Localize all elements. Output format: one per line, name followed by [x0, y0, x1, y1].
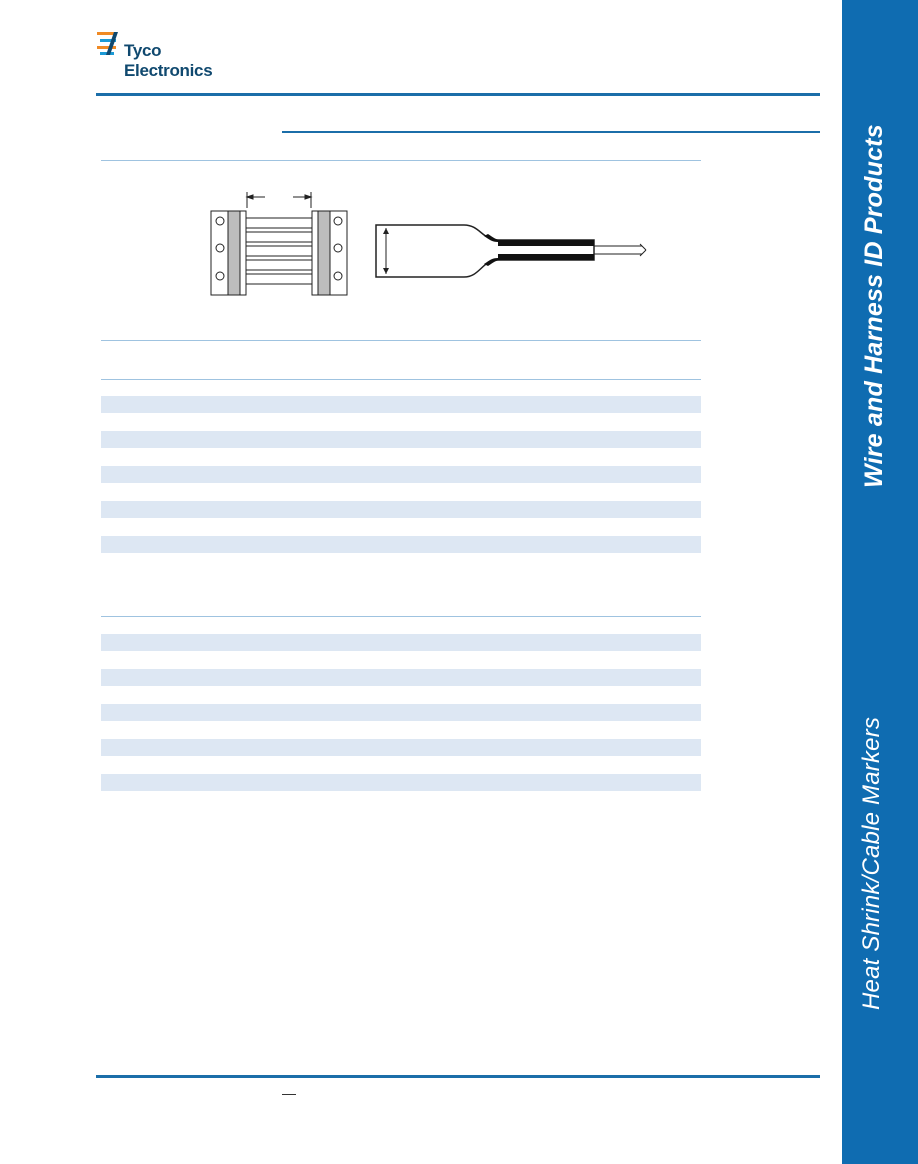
figure-top-rule: [101, 160, 701, 161]
company-logo: [96, 30, 246, 82]
table2-stripe-row: [101, 634, 701, 651]
table2-stripe-row: [101, 704, 701, 721]
table2-header-rule: [101, 616, 701, 617]
table2-stripe-row: [101, 774, 701, 791]
table1-stripe-row: [101, 431, 701, 448]
table2-stripe-row: [101, 669, 701, 686]
tyco-logo-icon: [96, 30, 124, 56]
table1-top-rule: [101, 340, 701, 341]
side-band-subtitle: Heat Shrink/Cable Markers: [858, 716, 885, 1010]
dimension-arrow: [247, 192, 311, 208]
section-title-rule: [282, 131, 820, 133]
footer-mark: [282, 1094, 296, 1095]
table1-stripe-row: [101, 536, 701, 553]
table1-stripe-row: [101, 501, 701, 518]
logo-text-line2: Electronics: [124, 61, 213, 80]
side-band-title: Wire and Harness ID Products: [860, 124, 888, 488]
footer-rule: [96, 1075, 820, 1078]
table1-stripe-row: [101, 396, 701, 413]
table1-header-rule: [101, 379, 701, 380]
fixture-diagram: [205, 188, 355, 300]
logo-text-line1: Tyco: [124, 41, 162, 60]
table1-stripe-row: [101, 466, 701, 483]
table2-stripe-row: [101, 739, 701, 756]
header-rule: [96, 93, 820, 96]
sleeve-diagram: [372, 222, 650, 282]
